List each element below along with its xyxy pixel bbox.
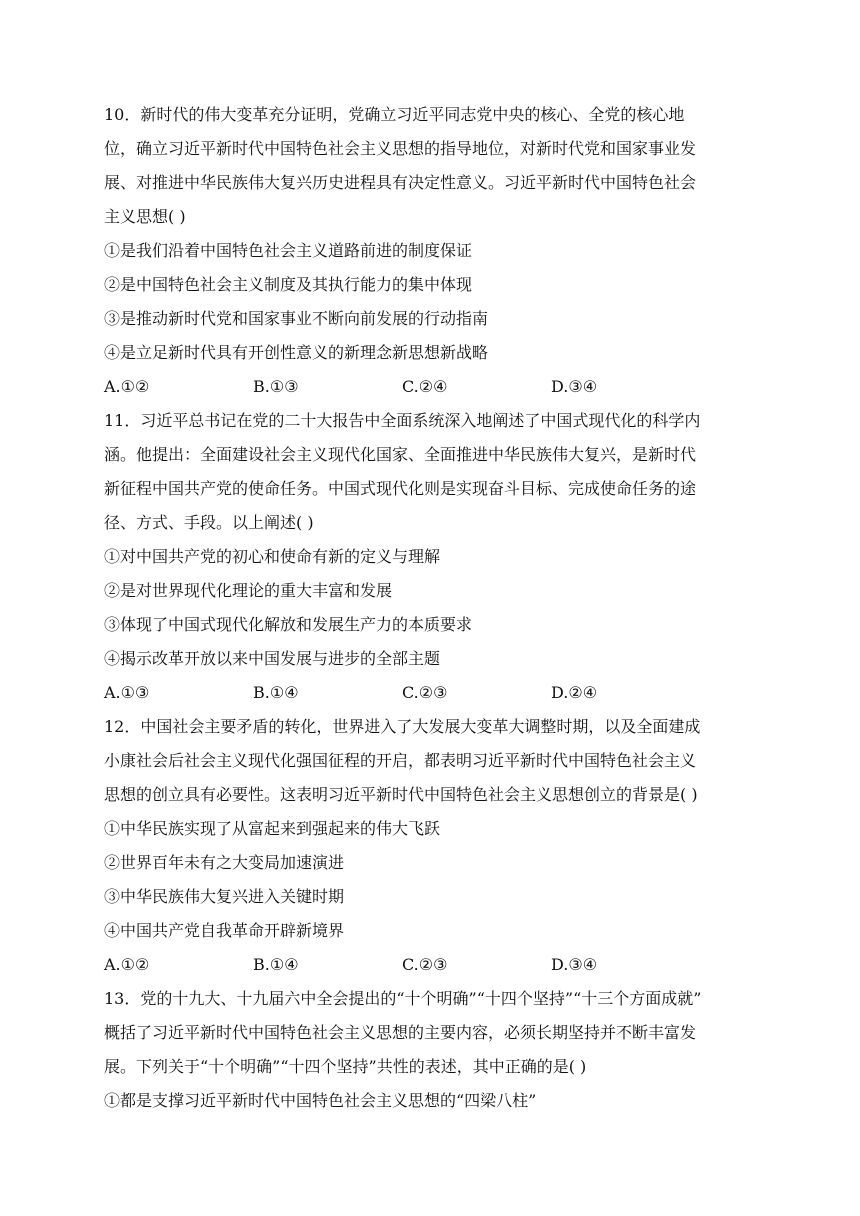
question-stem-line: 12．中国社会主要矛盾的转化，世界进入了大发展大变革大调整时期，以及全面建成 [104,717,701,736]
statement-2: ②是中国特色社会主义制度及其执行能力的集中体现 [104,275,473,294]
statement-2: ②是对世界现代化理论的重大丰富和发展 [104,581,393,600]
question-stem-line: 新征程中国共产党的使命任务。中国式现代化则是实现奋斗目标、完成使命任务的途 [104,479,697,498]
question-stem-line: 10．新时代的伟大变革充分证明，党确立习近平同志党中央的核心、全党的核心地 [104,105,685,124]
option-b: B.①③ [253,377,299,396]
option-b: B.①④ [253,955,299,974]
statement-4: ④是立足新时代具有开创性意义的新理念新思想新战略 [104,343,489,362]
statement-1: ①对中国共产党的初心和使命有新的定义与理解 [104,547,441,566]
question-12 [104,710,760,982]
question-stem-line: 思想的创立具有必要性。这表明习近平新时代中国特色社会主义思想创立的背景是( ) [104,785,698,804]
option-a: A.①③ [104,683,150,702]
question-11 [104,404,760,710]
option-a: A.①② [104,377,150,396]
answer-options [104,676,760,710]
option-b: B.①④ [253,683,299,702]
question-13 [104,982,760,1118]
question-stem-line: 13．党的十九大、十九届六中全会提出的“十个明确”“十四个坚持”“十三个方面成就” [104,989,702,1008]
question-stem-line: 展。下列关于“十个明确”“十四个坚持”共性的表述，其中正确的是( ) [104,1057,587,1076]
option-d: D.②④ [551,683,598,702]
option-d: D.③④ [551,955,598,974]
option-d: D.③④ [551,377,598,396]
option-a: A.①② [104,955,150,974]
question-stem-line: 主义思想( ) [104,207,186,226]
option-c: C.②③ [402,955,448,974]
statement-4: ④中国共产党自我革命开辟新境界 [104,921,345,940]
option-c: C.②③ [402,683,448,702]
option-c: C.②④ [402,377,448,396]
question-stem-line: 11．习近平总书记在党的二十大报告中全面系统深入地阐述了中国式现代化的科学内 [104,411,701,430]
answer-options [104,948,760,982]
question-list [104,98,760,1118]
statement-4: ④揭示改革开放以来中国发展与进步的全部主题 [104,649,441,668]
statement-3: ③是推动新时代党和国家事业不断向前发展的行动指南 [104,309,489,328]
question-stem-line: 小康社会后社会主义现代化强国征程的开启，都表明习近平新时代中国特色社会主义 [104,751,697,770]
statement-1: ①中华民族实现了从富起来到强起来的伟大飞跃 [104,819,441,838]
statement-2: ②世界百年未有之大变局加速演进 [104,853,345,872]
statement-1: ①是我们沿着中国特色社会主义道路前进的制度保证 [104,241,473,260]
question-stem-line: 径、方式、手段。以上阐述( ) [104,513,314,532]
statement-3: ③体现了中国式现代化解放和发展生产力的本质要求 [104,615,473,634]
answer-options [104,370,760,404]
question-stem-line: 概括了习近平新时代中国特色社会主义思想的主要内容，必须长期坚持并不断丰富发 [104,1023,697,1042]
question-stem-line: 位，确立习近平新时代中国特色社会主义思想的指导地位，对新时代党和国家事业发 [104,139,697,158]
statement-3: ③中华民族伟大复兴进入关键时期 [104,887,345,906]
question-10 [104,98,760,404]
question-stem-line: 展、对推进中华民族伟大复兴历史进程具有决定性意义。习近平新时代中国特色社会 [104,173,697,192]
question-stem-line: 涵。他提出：全面建设社会主义现代化国家、全面推进中华民族伟大复兴，是新时代 [104,445,697,464]
statement-1: ①都是支撑习近平新时代中国特色社会主义思想的“四梁八柱” [104,1091,537,1110]
